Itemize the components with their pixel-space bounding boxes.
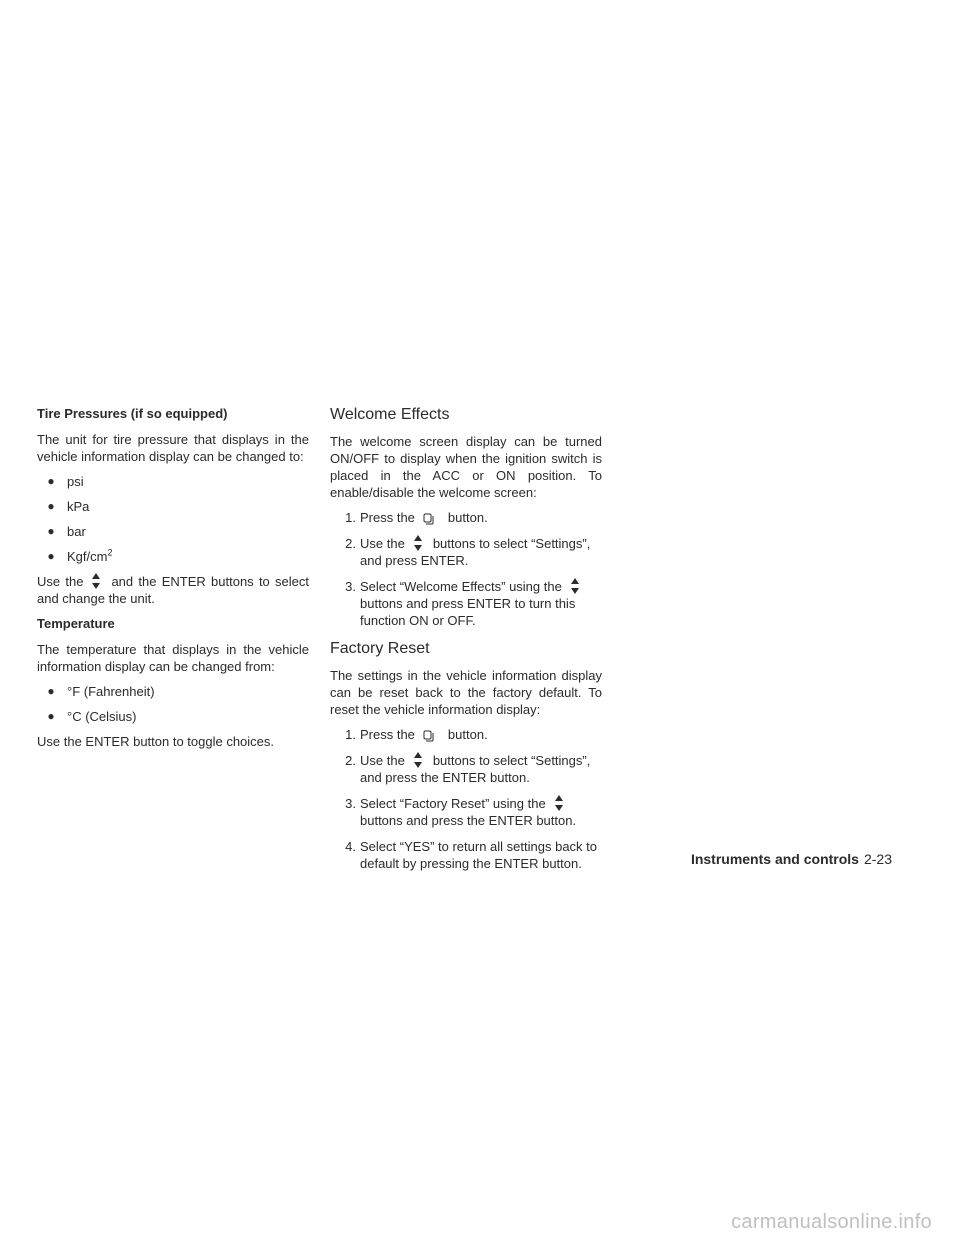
up-down-arrows-icon (91, 573, 101, 589)
list-item: 3. Select “Welcome Effects” using thebuttons and press ENTER to turn this function ON or OFF. (330, 578, 602, 629)
page-number: 2-23 (863, 851, 892, 867)
tire-pressures-intro: The unit for tire pressure that displays in the vehicle information display can be changed to: (37, 432, 309, 464)
temperature-intro: The temperature that displays in the vehicle information display can be changed from: (37, 642, 309, 674)
temperature-heading: Temperature (37, 616, 115, 631)
up-down-arrows-icon (570, 578, 580, 594)
tire-use-instruction: Use the and the ENTER buttons to select and change the unit. (37, 574, 309, 606)
tire-units-list (37, 473, 309, 565)
welcome-steps (330, 509, 602, 629)
watermark: carmanualsonline.info (731, 1211, 932, 1233)
list-item: ● bar (37, 523, 309, 540)
menu-button-icon (423, 730, 434, 742)
list-item: ● Kgf/$cm^2$ (37, 548, 309, 565)
temperature-units-list (37, 683, 309, 725)
list-item: 1. Press the button. (345, 727, 488, 742)
page-footer (691, 851, 892, 867)
menu-button-icon (423, 513, 434, 525)
welcome-effects-intro: The welcome screen display can be turned ON/OFF to display when the ignition switch is placed in the ACC or ON position. To enable/disable the welcome screen: (330, 434, 602, 500)
tire-pressures-heading: Tire Pressures (if so equipped) (37, 406, 228, 421)
list-item: ● °C (Celsius) (37, 708, 309, 725)
left-column (37, 405, 309, 758)
welcome-effects-title: Welcome Effects (330, 406, 450, 423)
bullet-icon: ● (47, 549, 55, 563)
up-down-arrows-icon (554, 795, 564, 811)
list-item: ● °F (Fahrenheit) (37, 683, 309, 700)
list-item: ● kPa (37, 498, 309, 515)
bullet-icon: ● (47, 499, 55, 513)
factory-reset-title: Factory Reset (330, 640, 430, 657)
bullet-icon: ● (47, 474, 55, 488)
up-down-arrows-icon (413, 535, 423, 551)
footer-section-name: Instruments and controls (690, 851, 859, 867)
list-item: ● psi (37, 473, 309, 490)
bullet-icon: ● (47, 524, 55, 538)
bullet-icon: ● (47, 684, 55, 698)
list-item: 2. Use the buttons to select “Settings”, and press the ENTER button. (345, 753, 591, 785)
list-item: 4. Select “YES” to return all settings back to default by pressing the ENTER button. (345, 839, 597, 871)
reset-steps (330, 726, 602, 872)
right-column (330, 405, 602, 882)
list-item: 2. Use the buttons to select “Settings”, and press ENTER. (345, 536, 591, 568)
list-item: 3. Select “Factory Reset” using thebuttons and press the ENTER button. (345, 796, 577, 828)
temperature-toggle-instruction: Use the ENTER button to toggle choices. (37, 734, 275, 749)
factory-reset-intro: The settings in the vehicle information display can be reset back to the factory default. To reset the vehicle information display: (330, 668, 602, 717)
up-down-arrows-icon (413, 752, 423, 768)
bullet-icon: ● (47, 709, 55, 723)
list-item: 1. Press the button. (345, 510, 488, 525)
